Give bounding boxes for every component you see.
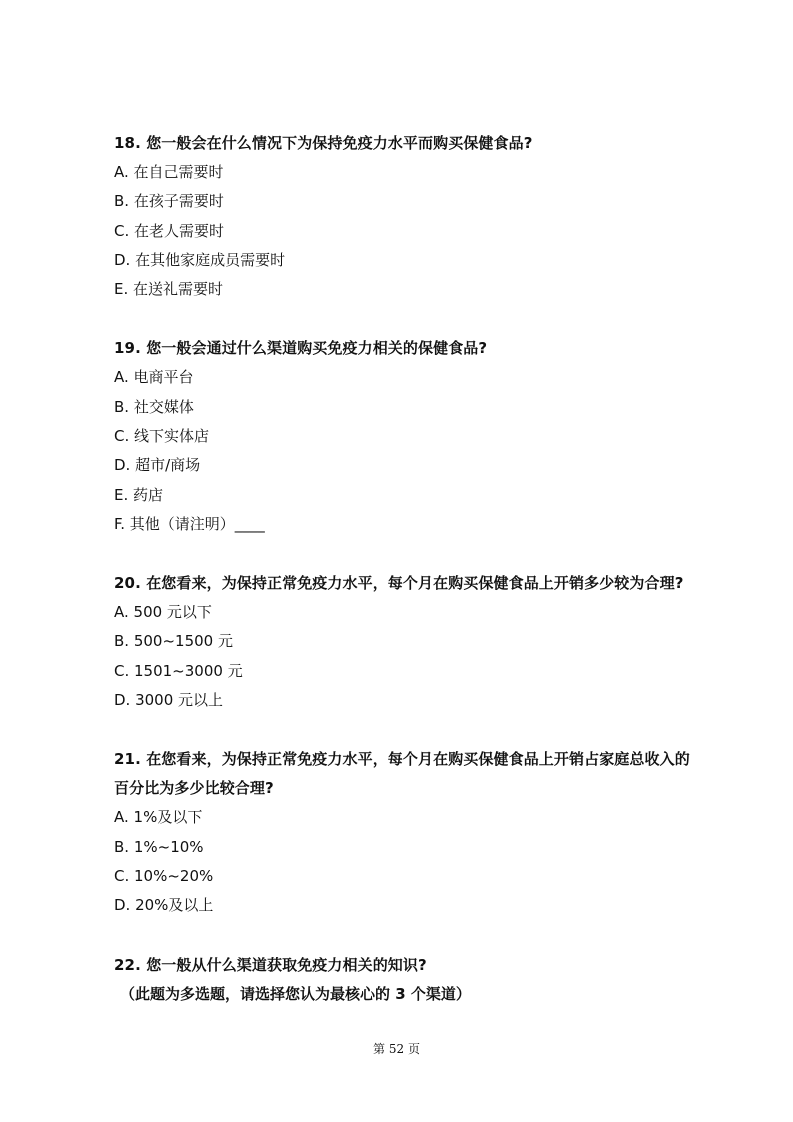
question-20-option-d: D. 3000 元以上 bbox=[114, 691, 224, 709]
question-22-note: （此题为多选题，请选择您认为最核心的 3 个渠道） bbox=[120, 985, 471, 1003]
question-19-option-c: C. 线下实体店 bbox=[114, 427, 210, 445]
question-20-option-b: B. 500~1500 元 bbox=[114, 632, 233, 650]
question-21-option-b: B. 1%~10% bbox=[114, 838, 204, 856]
question-18-option-b: B. 在孩子需要时 bbox=[114, 192, 224, 210]
question-21-option-d: D. 20%及以上 bbox=[114, 896, 214, 914]
question-22-title: 22. 您一般从什么渠道获取免疫力相关的知识? bbox=[114, 956, 427, 974]
question-18-option-c: C. 在老人需要时 bbox=[114, 222, 225, 240]
question-19-option-a: A. 电商平台 bbox=[114, 368, 194, 386]
question-18-option-e: E. 在送礼需要时 bbox=[114, 280, 224, 298]
question-18-option-d: D. 在其他家庭成员需要时 bbox=[114, 251, 286, 269]
question-18-title: 18. 您一般会在什么情况下为保持免疫力水平而购买保健食品? bbox=[114, 134, 533, 152]
question-21-option-c: C. 10%~20% bbox=[114, 867, 214, 885]
question-21-option-a: A. 1%及以下 bbox=[114, 808, 203, 826]
question-20-title: 20. 在您看来，为保持正常免疫力水平，每个月在购买保健食品上开销多少较为合理? bbox=[114, 574, 684, 592]
question-19-option-b: B. 社交媒体 bbox=[114, 398, 194, 416]
question-18-option-a: A. 在自己需要时 bbox=[114, 163, 224, 181]
question-19-option-f: F. 其他（请注明）____ bbox=[114, 515, 265, 533]
question-21-title-line2: 百分比为多少比较合理? bbox=[114, 779, 274, 797]
page-number: 第 52 页 bbox=[373, 1042, 420, 1056]
question-21-title-line1: 21. 在您看来，为保持正常免疫力水平，每个月在购买保健食品上开销占家庭总收入的 bbox=[114, 750, 690, 768]
question-19-option-e: E. 药店 bbox=[114, 486, 164, 504]
question-20-option-a: A. 500 元以下 bbox=[114, 603, 212, 621]
question-20-option-c: C. 1501~3000 元 bbox=[114, 662, 243, 680]
question-19-title: 19. 您一般会通过什么渠道购买免疫力相关的保健食品? bbox=[114, 339, 488, 357]
question-19-option-d: D. 超市/商场 bbox=[114, 456, 201, 474]
